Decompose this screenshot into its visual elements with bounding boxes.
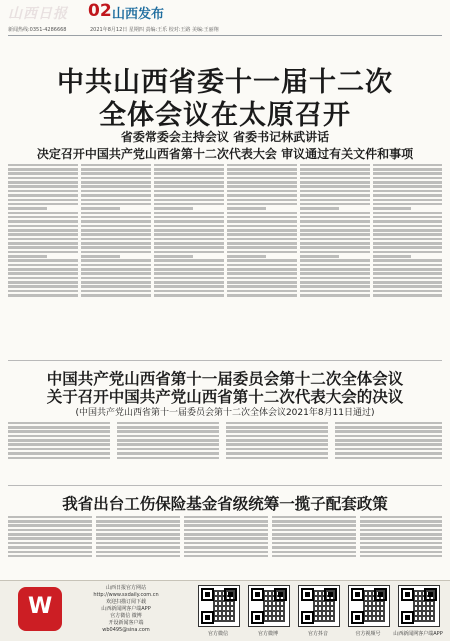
story1-headline-line2: 全体会议在太原召开 — [99, 100, 351, 131]
masthead — [0, 0, 450, 36]
qr-label: 官方微博 — [257, 631, 278, 637]
story1-headline-line1: 中共山西省委十一届十二次 — [57, 67, 393, 98]
story3-body-column — [272, 514, 356, 576]
story2-body-column — [226, 420, 328, 480]
news-hotline: 新闻热线:0351-4286668 — [8, 27, 67, 33]
story2-body-column — [335, 420, 442, 480]
story1-subhead-line2: 决定召开中国共产党山西省第十二次代表大会 审议通过有关文件和事项 — [36, 147, 414, 161]
story1-body-column — [154, 162, 224, 354]
story2-headline-line2: 关于召开中国共产党山西省第十二次代表大会的决议 — [46, 388, 404, 406]
story3-headline: 我省出台工伤保险基金省级统筹一揽子配套政策 — [62, 495, 388, 513]
story1-body-column — [81, 162, 151, 354]
qr-code-icon[interactable] — [348, 585, 390, 627]
qr-code-icon[interactable] — [298, 585, 340, 627]
story1-body-column — [227, 162, 297, 354]
story3-body-column — [360, 514, 442, 576]
promo-text: 山西日报官方网站 http://www.sxdaily.com.cn 欢迎扫描订阅下载 山西新闻网客户端APP 官方微信 微博 开设新闻客户端 wb0495@sina.com — [93, 585, 159, 633]
section-divider — [8, 485, 442, 486]
qr-code-icon[interactable] — [248, 585, 290, 627]
header-rule — [8, 35, 442, 36]
story1-body-column — [8, 162, 78, 354]
section-title: 山西发布 — [112, 7, 165, 22]
story3-body-column — [8, 514, 92, 576]
story2-body-column — [117, 420, 219, 480]
promo-footer — [0, 580, 450, 641]
story3-body-column — [96, 514, 180, 576]
story2-subhead: (中国共产党山西省第十一届委员会第十二次全体会议2021年8月11日通过) — [75, 408, 375, 418]
story1-body-column — [373, 162, 442, 354]
qr-code-icon[interactable] — [398, 585, 440, 627]
page-number: 02 — [88, 1, 112, 21]
section-divider — [8, 360, 442, 361]
qr-label: 官方微信 — [207, 631, 228, 637]
story2-headline-line1: 中国共产党山西省第十一届委员会第十二次全体会议 — [46, 370, 404, 388]
story1-body-column — [300, 162, 370, 354]
story2-body-column — [8, 420, 110, 480]
qr-label: 官方视频号 — [355, 631, 381, 637]
qr-code-icon[interactable] — [198, 585, 240, 627]
qr-label: 官方抖音 — [307, 631, 328, 637]
newspaper-logo: 山西日报 — [8, 6, 68, 22]
qr-label: 山西新闻网客户端APP — [393, 631, 443, 637]
story1-subhead-line1: 省委常委会主持会议 省委书记林武讲话 — [120, 130, 330, 144]
app-logo-icon: W — [18, 587, 62, 631]
story3-body-column — [184, 514, 268, 576]
date-editor-line: 2021年8月12日 星期四 责编:王乐 校对:王路 美编:王丽翔 — [90, 27, 219, 33]
